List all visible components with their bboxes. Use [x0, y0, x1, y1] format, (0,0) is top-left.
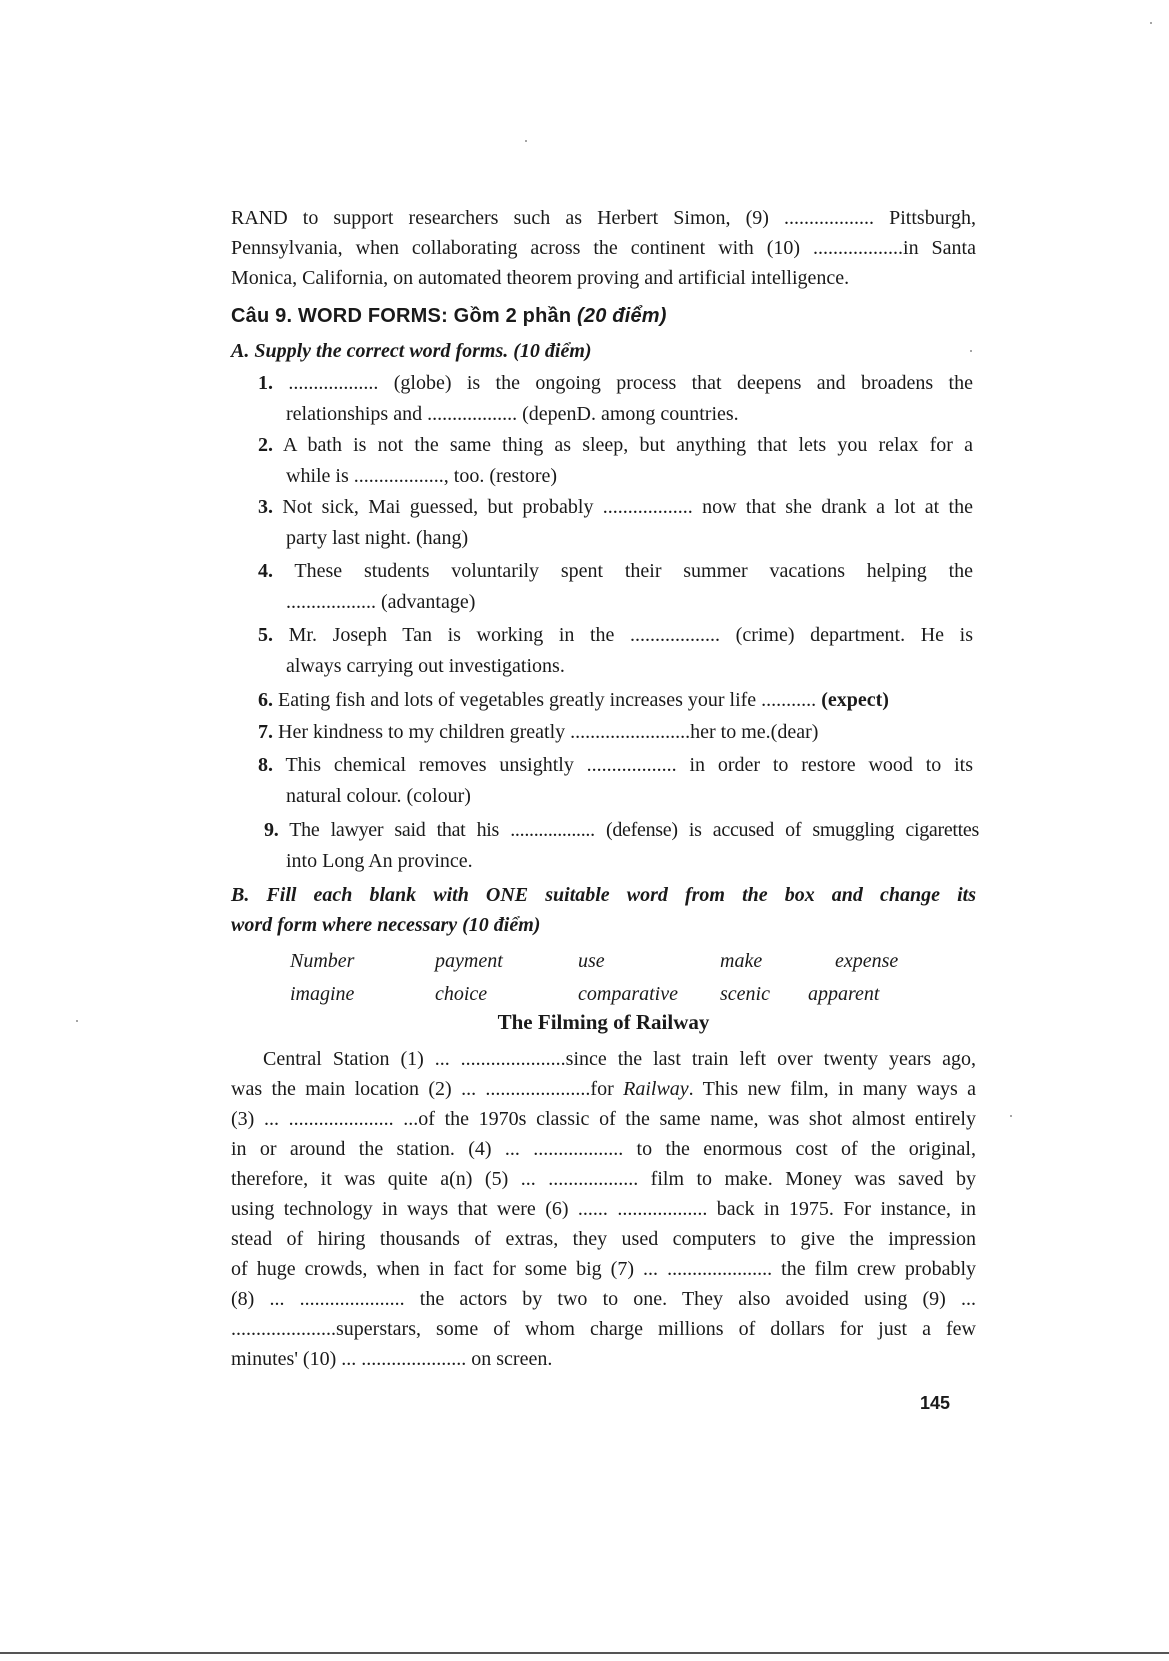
item-text-continued: into Long An province.: [286, 850, 473, 872]
question-9-points: (20 điểm): [577, 305, 667, 327]
item-text: A bath is not the same thing as sleep, but anything that lets you relax for a: [273, 434, 973, 456]
scan-speck: [1150, 22, 1152, 24]
item-hint: (expect): [821, 689, 889, 711]
item-text-continued: always carrying out investigations.: [286, 655, 565, 677]
word-box-item: make: [720, 950, 763, 972]
passage-line: was the main location (2) ... .....................for Railway. This new film, in many ways a: [231, 1078, 976, 1100]
word-box-item: scenic: [720, 983, 770, 1005]
item-text-continued: natural colour. (colour): [286, 785, 471, 807]
item-text: Mr. Joseph Tan is working in the .................. (crime) department. He is: [273, 624, 973, 646]
item-text-continued: party last night. (hang): [286, 527, 469, 549]
word-box-item: imagine: [290, 983, 355, 1005]
exercise-item: [258, 430, 973, 492]
passage-line: Central Station (1) ... .....................since the last train left over twenty years ago,: [263, 1048, 976, 1070]
word-box-item: payment: [435, 950, 503, 972]
item-number: 1.: [258, 372, 273, 394]
section-a-heading: A. Supply the correct word forms. (10 điểm): [231, 340, 592, 362]
item-text: These students voluntarily spent their summer vacations helping the: [273, 560, 973, 582]
scan-speck: [1010, 1115, 1012, 1117]
item-number: 5.: [258, 624, 273, 646]
word-box-item: expense: [835, 950, 899, 972]
section-b-heading-line: B. Fill each blank with ONE suitable word from the box and change its: [231, 884, 976, 906]
item-text: Eating fish and lots of vegetables greatly increases your life ...........: [273, 689, 822, 711]
scan-speck: [525, 140, 527, 142]
passage-line: using technology in ways that were (6) ...... .................. back in 1975. For instance, in: [231, 1198, 976, 1220]
word-box-item: use: [578, 950, 605, 972]
exercise-item: [258, 368, 973, 430]
item-number: 4.: [258, 560, 273, 582]
section-b-heading: [231, 880, 976, 940]
item-number: 3.: [258, 496, 273, 518]
scan-speck: [76, 1020, 78, 1022]
question-9-title: Câu 9. WORD FORMS: Gồm 2 phần: [231, 305, 578, 327]
passage: [231, 1044, 976, 1374]
word-box-item: Number: [290, 950, 355, 972]
item-text-continued: .................. (advantage): [286, 591, 476, 613]
film-title: Railway: [623, 1078, 689, 1100]
item-number: 8.: [258, 754, 273, 776]
exercise-item: [264, 815, 979, 877]
exercise-item: [258, 492, 973, 554]
intro-line: Monica, California, on automated theorem proving and artificial intelligence.: [231, 267, 850, 289]
item-number: 9.: [264, 819, 279, 841]
item-number: 7.: [258, 721, 273, 743]
item-number: 2.: [258, 434, 273, 456]
passage-title: The Filming of Railway: [497, 1010, 710, 1034]
page-number: 145: [920, 1393, 951, 1413]
exercise-item: [258, 620, 973, 682]
exercise-item: [258, 556, 973, 618]
item-text-continued: while is .................., too. (restore): [286, 465, 558, 487]
passage-line: minutes' (10) ... ..................... on screen.: [231, 1348, 553, 1370]
passage-line: (3) ... ..................... ...of the 1970s classic of the same name, was shot almost entirely: [231, 1108, 976, 1130]
question-9-heading: [231, 305, 667, 328]
item-text-continued: relationships and .................. (depenD. among countries.: [286, 403, 739, 425]
item-text: Not sick, Mai guessed, but probably .................. now that she drank a lot at the: [273, 496, 973, 518]
exercise-item: [258, 750, 973, 812]
intro-line: RAND to support researchers such as Herbert Simon, (9) .................. Pittsburgh,: [231, 207, 976, 229]
passage-line: therefore, it was quite a(n) (5) ... .................. film to make. Money was saved by: [231, 1168, 976, 1190]
passage-line: .....................superstars, some of whom charge millions of dollars for just a few: [231, 1318, 976, 1340]
word-box-item: comparative: [578, 983, 678, 1005]
intro-line: Pennsylvania, when collaborating across the continent with (10) ..................in Santa: [231, 237, 976, 259]
item-number: 6.: [258, 689, 273, 711]
passage-line: of huge crowds, when in fact for some big (7) ... ..................... the film crew probably: [231, 1258, 976, 1280]
passage-line: stead of hiring thousands of extras, they used computers to give the impression: [231, 1228, 976, 1250]
passage-line: (8) ... ..................... the actors by two to one. They also avoided using (9) ...: [231, 1288, 976, 1310]
section-b-heading-line: word form where necessary (10 điểm): [231, 914, 541, 936]
word-box-item: choice: [435, 983, 488, 1005]
page-bottom-edge: [0, 1652, 1169, 1654]
exercise-item: [258, 717, 973, 748]
item-text: The lawyer said that his .................. (defense) is accused of smuggling cigarettes: [278, 819, 979, 841]
item-text: Her kindness to my children greatly ........................her to me.(dear): [273, 721, 819, 743]
intro-paragraph: [231, 203, 976, 293]
item-text: .................. (globe) is the ongoing process that deepens and broadens the: [273, 372, 973, 394]
item-text: This chemical removes unsightly .................. in order to restore wood to its: [273, 754, 973, 776]
exercise-item: [258, 685, 973, 716]
word-box-item: apparent: [808, 983, 880, 1005]
passage-line: in or around the station. (4) ... .................. to the enormous cost of the original,: [231, 1138, 976, 1160]
